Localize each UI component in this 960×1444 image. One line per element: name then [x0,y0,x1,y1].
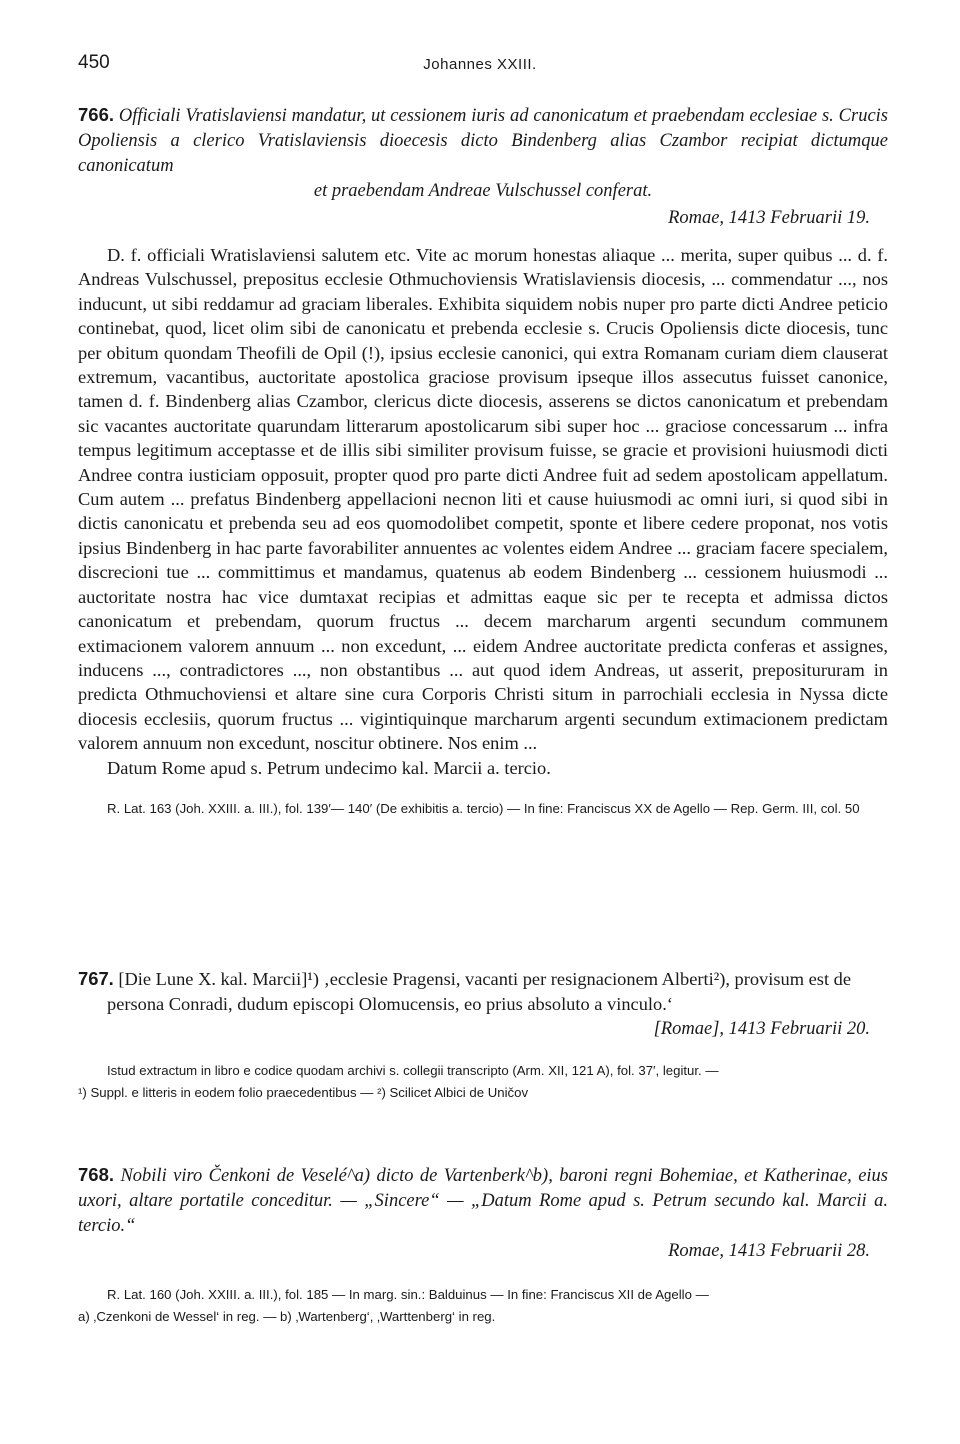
entry-768-regest-text: Nobili viro Čenkoni de Veselé^a) dicto de Vartenberk^b), baroni regni Bohemiae, et Katherinae, eius uxori, altare portatile conceditur. — „Sincere“ — „Datum Rome apud s. Petrum secundo kal. Marcii a. tercio.“ [78,1166,889,1236]
entry-766 [78,102,888,820]
entry-768-date: Romae, 1413 Februarii 28. [668,1241,870,1261]
entry-767-date: [Romae], 1413 Februarii 20. [653,1019,870,1039]
entry-766-body: D. f. officiali Wratislaviensi salutem etc. Vite ac morum honestas aliaque ... merita, super quibus ... d. f. Andreas Vulschussel, prepositus ecclesie Othmuchoviensis Wratislaviensis diocesis, ... commendatur ..., nos inducunt, ut sibi reddamur ad graciam liberales. Exhibita siquidem nobis nuper pro parte dicti Andree peticio continebat, quod, licet olim sibi de canonicatu et prebenda ecclesie s. Crucis Opoliensis dicte diocesis, tunc per obitum quondam Theofili de Opil (!), ipsius ecclesie canonici, qui extra Romanam curiam diem clauserat extremum, vacantibus, auctoritate apostolica graciose provisum ipseque illos assecutus fuisset canonice, tamen d. f. Bindenberg alias Czambor, clericus dicte diocesis, asserens se dictos canonicatum et prebendam sic vacantes auctoritate quarundam litterarum apostolicarum sibi super hoc ... graciose concessarum ... infra tempus legitimum acceptasse et de illis sibi similiter provisum fuisse, se gracie et provisioni huiusmodi dicti Andree contra iusticiam opposuit, propter quod pro parte dicti Andree fuit ad sedem apostolicam appellatum. Cum autem ... prefatus Bindenberg appellacioni necnon liti et cause huiusmodi ac omni iuri, si quod sibi in dictis canonicatu et prebenda seu ad eos quomodolibet competit, sponte et libere cedere proponat, nos votis ipsius Bindenberg in hac parte favorabiliter annuentes ac volentes eidem Andree ... graciam facere specialem, discrecioni tue ... committimus et mandamus, quatenus ab eodem Bindenberg ... cessionem huiusmodi ... auctoritate nostra hac vice dumtaxat recipias et admittas eaque sic per te recepta et admissa dictos canonicatum et prebendam, quorum fructus ... decem marcharum argenti secundum communem extimacionem valorem annuum ... non excedunt, ... eidem Andree auctoritate predicta conferas et assignes, inducens ..., contradictores ..., non obstantibus ... aut quod idem Andreas, ut asserit, prepositururam in predicta Othmuchoviensi et altare sine cura Corporis Christi situm in parrochiali ecclesia in Nyssa dicte diocesis ecclesiis, quorum fructus ... vigintiquinque marcharum argenti secundum extimacionem predictam valorem annuum non excedunt, noscitur obtinere. Nos enim ... [78,245,888,754]
entry-767-number: 767. [78,968,114,989]
entry-768-regest [78,1162,888,1239]
entry-766-datum: Datum Rome apud s. Petrum undecimo kal. Marcii a. tercio. [107,757,551,778]
entry-766-regest-text: Officiali Vratislaviensi mandatur, ut cessionem iuris ad canonicatum et praebendam ecclesiae s. Crucis Opoliensis a clerico Vratislaviensis dioecesis dicto Bindenberg alias Czambor recipiat dictumque canonicatum [78,106,889,176]
entry-766-regest-end: et praebendam Andreae Vulschussel conferat. [313,181,653,201]
entry-767-text [78,966,888,1017]
entry-768 [78,1162,888,1328]
page-number: 450 [78,52,110,73]
entry-768-note-1: R. Lat. 160 (Joh. XXIII. a. III.), fol. 185 — In marg. sin.: Balduinus — In fine: Franciscus XII de Agello — [107,1287,709,1302]
running-head: Johannes XXIII. [423,56,537,73]
entry-766-number: 766. [78,104,115,125]
entry-767 [78,966,888,1104]
entry-767-note-2: ¹) Suppl. e litteris in eodem folio praecedentibus — ²) Scilicet Albici de Uničov [78,1085,529,1100]
entry-767-line: [Die Lune X. kal. Marcii]¹) ‚ecclesie Pragensi, vacanti per resignacionem Alberti²), provisum est de persona Conradi, dudum episcopi Olomucensis, eo prius absoluto a vinculo.‘ [107,969,852,1014]
entry-766-regest [78,102,888,179]
page-header [0,52,960,82]
entry-766-date: Romae, 1413 Februarii 19. [668,208,870,228]
entry-766-note: R. Lat. 163 (Joh. XXIII. a. III.), fol. 139′— 140′ (De exhibitis a. tercio) — In fine: Franciscus XX de Agello — Rep. Germ. III, col. 50 [107,800,860,816]
entry-768-note-2: a) ‚Czenkoni de Wessel‘ in reg. — b) ‚Wartenberg‘, ‚Warttenberg‘ in reg. [78,1309,496,1324]
entry-768-number: 768. [78,1164,115,1185]
entry-767-note-1: Istud extractum in libro e codice quodam archivi s. collegii transcripto (Arm. XII, 121 A), fol. 37′, legitur. — [107,1063,719,1078]
